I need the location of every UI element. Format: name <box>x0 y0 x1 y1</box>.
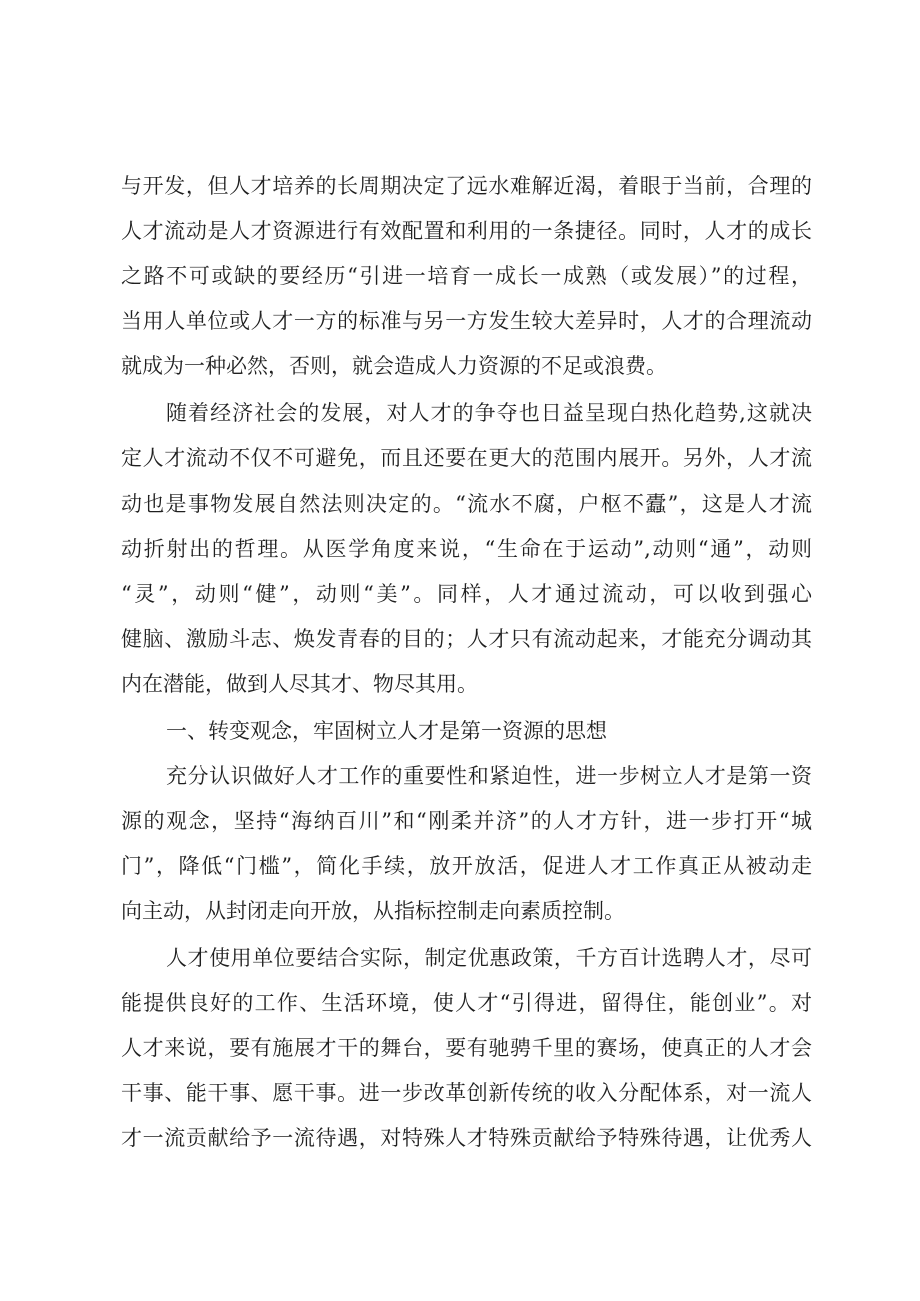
text-line <box>0 983 920 1023</box>
text-line <box>0 1028 920 1068</box>
line-text: 人才流动是人才资源进行有效配置和利用的一条捷径。同时，人才的成长 <box>121 219 812 243</box>
line-text: 干事、能干事、愿干事。进一步改革创新传统的收入分配体系，对一流人 <box>121 1081 812 1105</box>
heading-text: 一、转变观念，牢固树立人才是第一资源的思想 <box>166 719 607 743</box>
line-text: 源的观念，坚持“海纳百川”和“刚柔并济”的人才方针，进一步打开“城 <box>121 809 812 833</box>
text-line <box>0 1073 920 1113</box>
line-text: 动折射出的哲理。从医学角度来说，“生命在于运动”,动则“通”，动则 <box>121 537 812 561</box>
line-text: 内在潜能，做到人尽其才、物尽其用。 <box>121 672 478 696</box>
line-text: 向主动，从封闭走向开放，从指标控制走向素质控制。 <box>121 899 625 923</box>
line-text: 健脑、激励斗志、焕发青春的目的；人才只有流动起来，才能充分调动其 <box>121 627 812 651</box>
text-line <box>0 484 920 524</box>
line-text: 定人才流动不仅不可避免，而且还要在更大的范围内展开。另外，人才流 <box>121 446 812 470</box>
line-text: 人才使用单位要结合实际，制定优惠政策，千方百计选聘人才，尽可 <box>166 946 812 970</box>
text-line <box>0 846 920 886</box>
text-line <box>0 438 920 478</box>
text-line <box>0 166 920 206</box>
line-text: 动也是事物发展自然法则决定的。“流水不腐，户枢不蠹”，这是人才流 <box>121 492 812 516</box>
text-line <box>0 256 920 296</box>
text-line <box>0 619 920 659</box>
line-text: 就成为一种必然，否则，就会造成人力资源的不足或浪费。 <box>121 354 667 378</box>
text-line <box>0 801 920 841</box>
text-line <box>0 529 920 569</box>
text-line <box>0 574 920 614</box>
line-text: 之路不可或缺的要经历“引进一培育一成长一成熟（或发展）”的过程， <box>121 264 812 288</box>
line-text: 门”，降低“门槛”，简化手续，放开放活，促进人才工作真正从被动走 <box>121 854 812 878</box>
line-text: 才一流贡献给予一流待遇，对特殊人才特殊贡献给予特殊待遇，让优秀人 <box>121 1126 812 1150</box>
text-line <box>0 1118 920 1158</box>
line-text: 随着经济社会的发展，对人才的争夺也日益呈现白热化趋势,这就决 <box>166 401 812 425</box>
text-line <box>0 211 920 251</box>
line-text: 充分认识做好人才工作的重要性和紧迫性，进一步树立人才是第一资 <box>166 764 812 788</box>
line-text: 人才来说，要有施展才干的舞台，要有驰骋千里的赛场，使真正的人才会 <box>121 1036 812 1060</box>
line-text: 能提供良好的工作、生活环境，使人才“引得进，留得住，能创业”。对 <box>121 991 812 1015</box>
line-text: “灵”，动则“健”，动则“美”。同样，人才通过流动，可以收到强心 <box>121 582 812 606</box>
line-text: 当用人单位或人才一方的标准与另一方发生较大差异时，人才的合理流动 <box>121 309 812 333</box>
line-text: 与开发，但人才培养的长周期决定了远水难解近渴，着眼于当前，合理的 <box>121 174 812 198</box>
text-line <box>0 301 920 341</box>
